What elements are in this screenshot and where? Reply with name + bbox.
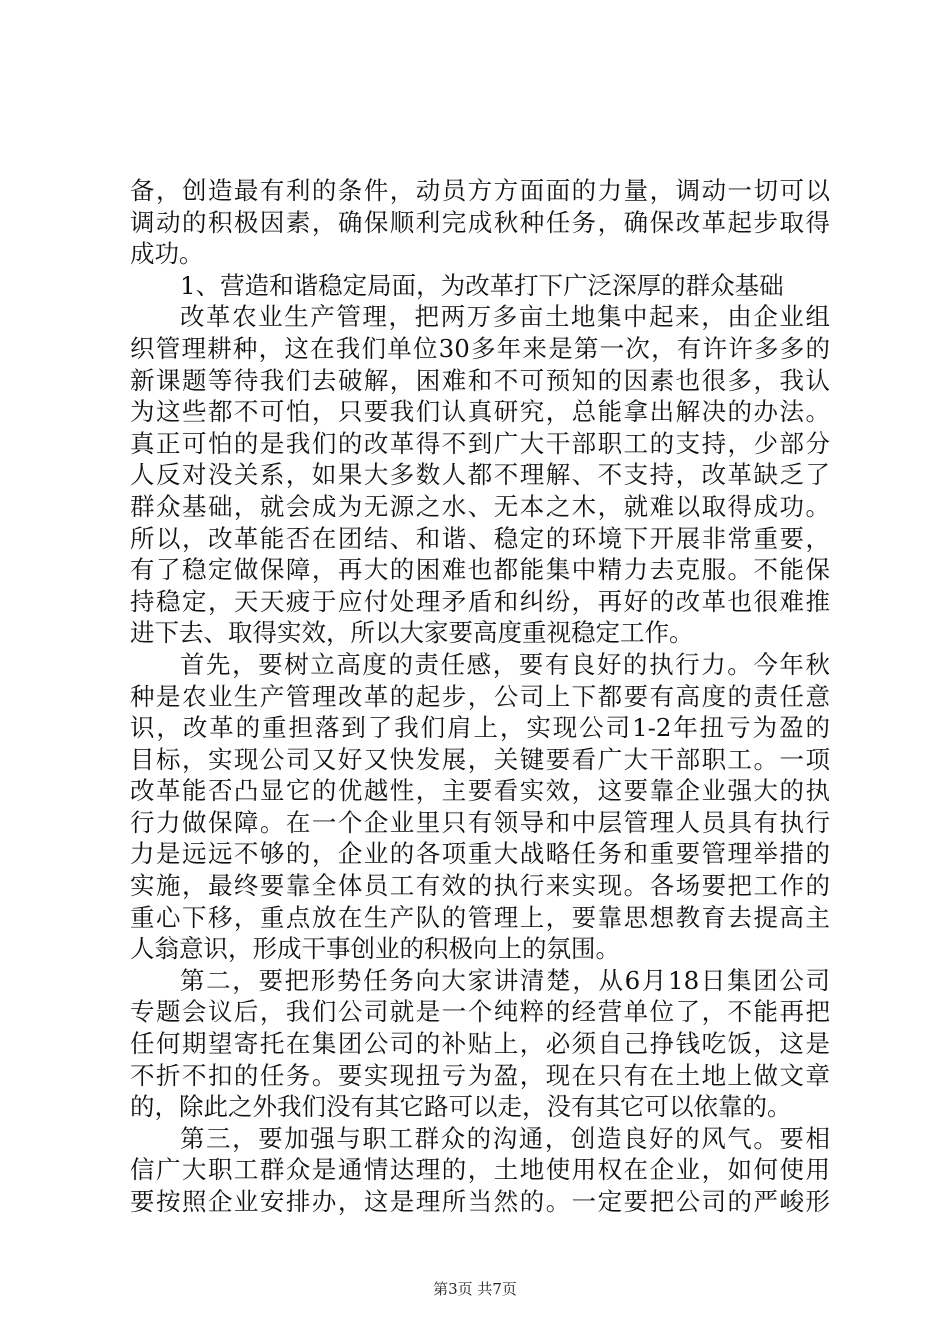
paragraph — [130, 649, 830, 965]
text-line: 改革能否凸显它的优越性，主要看实效，这要靠企业强大的执 — [130, 776, 830, 806]
text-line: 备，创造最有利的条件，动员方方面面的力量，调动一切可以 — [130, 176, 830, 205]
paragraph — [130, 301, 830, 649]
text-line: 目标，实现公司又好又快发展，关键要看广大干部职工。一项 — [130, 744, 830, 774]
page-footer: 第3页 共7页 — [433, 1280, 517, 1298]
text-line: 不折不扣的任务。要实现扭亏为盈，现在只有在土地上做文章 — [130, 1060, 830, 1090]
paragraph — [130, 965, 830, 1123]
text-line: 1、营造和谐稳定局面，为改革打下广泛深厚的群众基础 — [180, 270, 784, 300]
text-line: 要按照企业安排办，这是理所当然的。一定要把公司的严峻形 — [130, 1187, 830, 1216]
paragraph — [130, 175, 830, 270]
text-line: 信广大职工群众是通情达理的，土地使用权在企业，如何使用 — [130, 1155, 830, 1185]
text-line: 第二，要把形势任务向大家讲清楚，从6月18日集团公司 — [180, 965, 830, 995]
text-line: 调动的积极因素，确保顺利完成秋种任务，确保改革起步取得 — [130, 207, 830, 237]
text-line: 的，除此之外我们没有其它路可以走，没有其它可以依靠的。 — [130, 1092, 792, 1122]
body-text — [130, 175, 830, 1218]
text-line: 织管理耕种，这在我们单位30多年来是第一次，有许许多多的 — [130, 333, 830, 363]
text-line: 为这些都不可怕，只要我们认真研究，总能拿出解决的办法。 — [130, 397, 830, 427]
text-line: 人翁意识，形成干事创业的积极向上的氛围。 — [130, 934, 620, 964]
text-line: 有了稳定做保障，再大的困难也都能集中精力去克服。不能保 — [130, 555, 830, 585]
text-line: 任何期望寄托在集团公司的补贴上，必须自己挣钱吃饭，这是 — [130, 1029, 830, 1059]
section-heading — [130, 270, 830, 302]
text-line: 群众基础，就会成为无源之水、无本之木，就难以取得成功。 — [130, 491, 830, 521]
text-line: 首先，要树立高度的责任感，要有良好的执行力。今年秋 — [180, 649, 830, 679]
text-line: 识，改革的重担落到了我们肩上，实现公司1-2年扭亏为盈的 — [130, 713, 830, 743]
text-line: 第三，要加强与职工群众的沟通，创造良好的风气。要相 — [180, 1123, 830, 1153]
text-line: 真正可怕的是我们的改革得不到广大干部职工的支持，少部分 — [130, 428, 830, 458]
text-line: 持稳定，天天疲于应付处理矛盾和纠纷，再好的改革也很难推 — [130, 586, 830, 616]
text-line: 实施，最终要靠全体员工有效的执行来实现。各场要把工作的 — [130, 871, 830, 901]
text-line: 种是农业生产管理改革的起步，公司上下都要有高度的责任意 — [130, 681, 830, 711]
paragraph — [130, 1123, 830, 1218]
text-line: 专题会议后，我们公司就是一个纯粹的经营单位了，不能再把 — [130, 997, 830, 1027]
text-line: 进下去、取得实效，所以大家要高度重视稳定工作。 — [130, 618, 694, 648]
text-line: 行力做保障。在一个企业里只有领导和中层管理人员具有执行 — [130, 807, 830, 837]
text-line: 人反对没关系，如果大多数人都不理解、不支持，改革缺乏了 — [130, 460, 830, 490]
text-line: 改革农业生产管理，把两万多亩土地集中起来，由企业组 — [180, 302, 830, 332]
text-line: 重心下移，重点放在生产队的管理上，要靠思想教育去提高主 — [130, 902, 830, 932]
text-line: 所以，改革能否在团结、和谐、稳定的环境下开展非常重要， — [130, 523, 830, 553]
text-line: 力是远远不够的，企业的各项重大战略任务和重要管理举措的 — [130, 839, 830, 869]
text-line: 新课题等待我们去破解，困难和不可预知的因素也很多，我认 — [130, 365, 830, 395]
text-line: 成功。 — [130, 239, 204, 269]
